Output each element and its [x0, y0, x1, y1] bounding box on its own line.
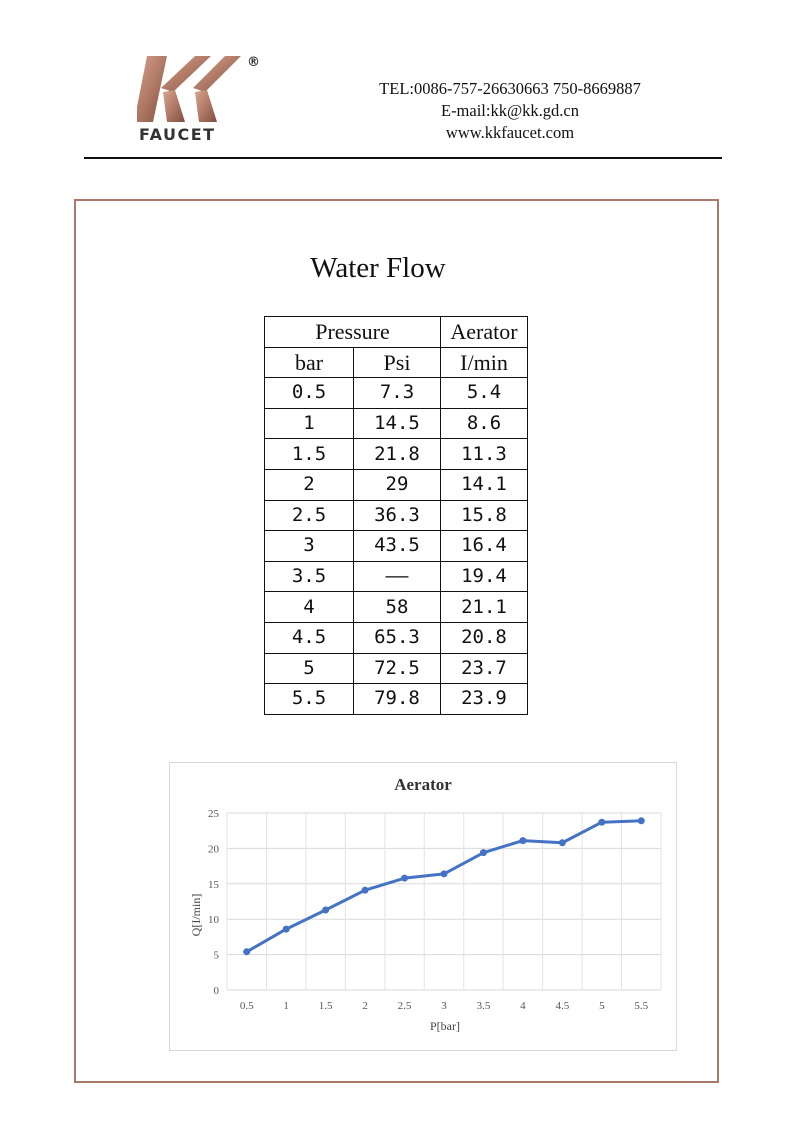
y-tick-label: 15: [208, 878, 219, 891]
lmin-cell: 23.7: [441, 653, 528, 684]
psi-cell: 21.8: [354, 439, 441, 470]
data-point: [283, 926, 290, 933]
bar-cell: 4: [265, 592, 354, 623]
lmin-cell: 5.4: [441, 378, 528, 409]
x-tick-label: 2: [362, 1000, 368, 1012]
data-point: [519, 837, 526, 844]
table-row: [265, 653, 528, 684]
x-tick-label: 1: [283, 1000, 289, 1012]
x-tick-label: 5: [599, 1000, 605, 1012]
phone-text: TEL:0086-757-26630663 750-8669887: [379, 79, 641, 98]
website-link[interactable]: www.kkfaucet.com: [445, 123, 575, 142]
y-tick-label: 20: [208, 843, 219, 856]
x-tick-label: 4: [520, 1000, 526, 1012]
chart-title: Aerator: [394, 775, 452, 794]
data-point: [441, 870, 448, 877]
table-row: [265, 531, 528, 562]
aerator-line-chart: [169, 762, 677, 1051]
logo-caption: FAUCET: [139, 125, 216, 144]
x-tick-label: 0.5: [239, 1000, 254, 1012]
psi-cell: ——: [354, 561, 441, 592]
bar-cell: 2.5: [265, 500, 354, 531]
registered-mark: ®: [247, 55, 260, 70]
y-axis-label: Q[I/min]: [189, 893, 203, 937]
psi-cell: 72.5: [354, 653, 441, 684]
pressure-header: Pressure: [265, 317, 441, 348]
table-row: [265, 439, 528, 470]
page-title: Water Flow: [310, 252, 446, 284]
x-tick-label: 3: [441, 1000, 447, 1012]
lmin-cell: 21.1: [441, 592, 528, 623]
table-row: [265, 622, 528, 653]
bar-cell: 4.5: [265, 622, 354, 653]
table-row: [265, 561, 528, 592]
header-divider: [84, 157, 722, 159]
y-tick-label: 0: [213, 985, 219, 997]
table-row: [265, 500, 528, 531]
psi-cell: 43.5: [354, 531, 441, 562]
psi-cell: 58: [354, 592, 441, 623]
bar-cell: 3.5: [265, 561, 354, 592]
data-point: [638, 817, 645, 824]
lmin-cell: 15.8: [441, 500, 528, 531]
psi-cell: 29: [354, 469, 441, 500]
psi-cell: 14.5: [354, 408, 441, 439]
bar-unit-header: bar: [265, 347, 354, 378]
bar-cell: 5.5: [265, 684, 354, 715]
chart-series: [243, 817, 645, 955]
x-axis-label: P[bar]: [430, 1019, 460, 1033]
y-tick-label: 25: [208, 808, 219, 820]
lmin-cell: 11.3: [441, 439, 528, 470]
lmin-cell: 20.8: [441, 622, 528, 653]
data-point: [480, 849, 487, 856]
psi-unit-header: Psi: [354, 347, 441, 378]
lmin-unit-header: I/min: [441, 347, 528, 378]
bar-cell: 1: [265, 408, 354, 439]
table-row: [265, 469, 528, 500]
psi-cell: 65.3: [354, 622, 441, 653]
table-unit-header-row: [265, 347, 528, 378]
table-group-header-row: [265, 317, 528, 348]
table-row: [265, 592, 528, 623]
email-text[interactable]: E-mail:kk@kk.gd.cn: [440, 101, 579, 120]
y-tick-label: 5: [213, 949, 219, 962]
lmin-cell: 16.4: [441, 531, 528, 562]
y-tick-label: 10: [208, 914, 219, 927]
bar-cell: 0.5: [265, 378, 354, 409]
x-tick-label: 3.5: [476, 1000, 491, 1012]
lmin-cell: 8.6: [441, 408, 528, 439]
data-point: [243, 948, 250, 955]
lmin-cell: 19.4: [441, 561, 528, 592]
x-tick-label: 2.5: [397, 1000, 412, 1012]
data-point: [322, 906, 329, 913]
bar-cell: 1.5: [265, 439, 354, 470]
table-row: [265, 684, 528, 715]
bar-cell: 5: [265, 653, 354, 684]
psi-cell: 7.3: [354, 378, 441, 409]
water-flow-table: [264, 316, 528, 715]
kk-faucet-logo: [137, 52, 262, 144]
lmin-cell: 23.9: [441, 684, 528, 715]
psi-cell: 79.8: [354, 684, 441, 715]
aerator-header: Aerator: [441, 317, 528, 348]
bar-cell: 2: [265, 469, 354, 500]
x-tick-label: 5.5: [634, 1000, 649, 1012]
data-point: [598, 819, 605, 826]
table-row: [265, 378, 528, 409]
bar-cell: 3: [265, 531, 354, 562]
x-tick-label: 1.5: [318, 1000, 333, 1012]
x-tick-label: 4.5: [555, 1000, 570, 1012]
lmin-cell: 14.1: [441, 469, 528, 500]
chart-grid: [227, 813, 661, 990]
contact-block: [330, 78, 690, 144]
data-point: [559, 839, 566, 846]
data-point: [362, 887, 369, 894]
psi-cell: 36.3: [354, 500, 441, 531]
table-row: [265, 408, 528, 439]
data-point: [401, 875, 408, 882]
